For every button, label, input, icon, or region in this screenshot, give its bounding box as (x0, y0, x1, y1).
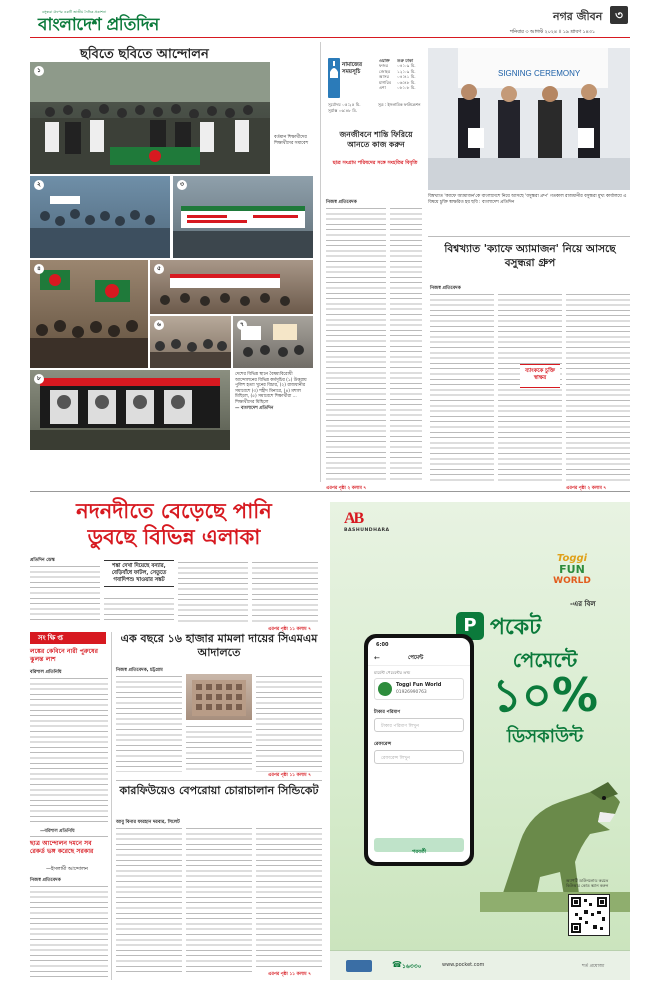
flags-illustration (30, 260, 148, 368)
banner-text: SIGNING CEREMONY (498, 69, 581, 78)
reference-label: রেফারেন্স (374, 742, 392, 747)
story-smuggling-body-col2 (186, 826, 252, 976)
photo-number: ৭ (237, 320, 247, 330)
story-cafe-body-col3 (566, 292, 630, 482)
story-smuggling-body-col3 (256, 826, 322, 970)
terms-note: শর্ত প্রযোজ্য (582, 964, 605, 969)
dinosaur-svg (480, 752, 630, 912)
phone-title: পেমেন্ট (408, 655, 424, 661)
story-peace-body-col2 (390, 206, 422, 482)
merchant-name: Toggi Fun World (396, 682, 442, 688)
photo-number: ২ (34, 180, 44, 190)
cafe-rule (428, 236, 630, 237)
merchant-number: 01926990763 (396, 690, 427, 695)
masthead-rule (30, 37, 630, 38)
photo-story-title: ছবিতে ছবিতে আন্দোলন (80, 47, 209, 62)
photo-flags-crowd (30, 260, 148, 368)
story-flood-continue[interactable]: এরপর পৃষ্ঠা ১১ কলাম ৭ (268, 627, 311, 632)
brief-item2-title: ছাত্র আন্দোলন দমনে সব রেকর্ড ভঙ্গ করেছে সরকার (30, 840, 94, 855)
phone-nav-bar (368, 652, 470, 666)
signing-illustration (428, 48, 630, 190)
phone-mockup (364, 634, 474, 866)
bashundhara-mark: AB (344, 510, 363, 527)
photo-road-march (150, 260, 313, 314)
caption-text: দেশের বিভিন্ন স্থানে বৈষম্যবিরোধী আন্দোলনের বিভিন্ন কর্মসূচির (১) উত্তরায় পুলিশ হত্যা খুনের বিচার, (২) রাজধানীর সমাবেশে (৩) শহীদ মিনারে, (৪) মশাল মিছিলে, (৫) সমাবেশে শিক্ষার্থীরা ... শিক্ষার্থীদের মিছিলে (235, 372, 307, 405)
photo-banner-march (173, 176, 313, 258)
namaz-header-time: শুরু ঢাকা (397, 58, 414, 63)
story-peace-headline: জনজীবনে শান্তি ফিরিয়ে আনতে কাজ করুন (339, 130, 413, 149)
photo-placards (233, 316, 313, 368)
story-peace-body-col1 (326, 206, 386, 482)
namaz-row-name: ফজর (379, 63, 389, 69)
crowd-illustration (30, 62, 270, 174)
namaz-row-time: ০৮:০৮ মি. (397, 85, 416, 91)
namaz-row-name: মাগরিব (379, 79, 392, 85)
cafe-pull-quote (520, 364, 560, 388)
hotline-number[interactable]: ১৬৩৩০ (402, 963, 422, 970)
world-text: WORLD (553, 576, 591, 586)
ad-discount-percent: ১০% (492, 668, 598, 722)
merchant-avatar (378, 682, 392, 696)
story-divider (116, 780, 322, 781)
brief-item2-body (30, 884, 108, 980)
phone-screen (368, 638, 470, 862)
photo-caption-top: বর্তমান শিক্ষার্থীদের শিক্ষার্থীদের সমাবেশ (274, 135, 309, 146)
brief-item1-title: লঙ্কের কেবিনে নারী পুরুষের ঝুলন্ত লাশ (30, 648, 98, 663)
page-number-badge (610, 6, 628, 24)
mosque-icon (328, 58, 340, 98)
story-cafe-body-col1 (430, 292, 494, 482)
brief-item1-byline: বরিশাল প্রতিনিধি (30, 670, 62, 675)
dinosaur-illustration (480, 752, 630, 912)
namaz-header-waqt: ওয়াক্ত (379, 58, 390, 63)
sunset-time: সূর্যাস্ত ০৬:৪৮ মি. (328, 108, 358, 113)
next-button[interactable] (374, 838, 464, 855)
masthead (0, 0, 650, 38)
brief-item2-sub: —ইসলামী আন্দোলন (46, 866, 88, 872)
column-divider (111, 632, 112, 980)
photo-caption-list (235, 372, 315, 411)
photo-number: ১ (34, 66, 44, 76)
story-cafe-continue[interactable]: এরপর পৃষ্ঠা ২ কলাম ৭ (566, 486, 607, 491)
fun-text: FUN (559, 563, 585, 576)
amount-placeholder: টাকার পরিমাণ লিখুন (381, 724, 419, 729)
story-peace-continue[interactable]: এরপর পৃষ্ঠা ২ কলাম ৭ (326, 486, 367, 491)
issue-date: শনিবার ৩ আগস্ট ২০২৪ ॥ ১৯ শ্রাবণ ১৪৩১ (510, 30, 595, 35)
photo-credit: — বাংলাদেশ প্রতিদিন (235, 405, 274, 411)
newspaper-logo[interactable]: বাংলাদেশ প্রতিদিন (38, 15, 159, 35)
namaz-row-time: ০৪:৪১ মি. (397, 74, 416, 80)
story-cafe-headline: বিশ্বখ্যাত 'ক্যাফে অ্যামাজন' নিয়ে আসছে বসুন্ধরা গ্রুপ (444, 243, 616, 269)
rally-illustration (30, 176, 170, 258)
masthead-tagline: বসুন্ধরা গ্রুপের একটি জাতীয় দৈনিক প্রকাশনা (42, 10, 107, 14)
story-smuggling-body-col1 (116, 826, 182, 976)
toggi-fun-world-logo (536, 554, 608, 594)
amount-label: টাকার পরিমাণ (374, 710, 401, 715)
brief-item1-body (30, 676, 108, 826)
qr-caption: অ্যাপটি ডাউনলোড করতে কিউআর কোড স্ক্যান করুন (566, 878, 609, 888)
cafe-photo-caption: বিশ্বখ্যাত 'ক্যাফে অ্যামাজন'কে বাংলাদেশে নিয়ে আসছে 'বসুন্ধরা গ্রুপ' গতকাল রাজধানীর বসুন্ধরা মুখ্য কার্যালয়ে এ বিষয়ে চুক্তি স্বাক্ষরিত হয় ছবি : বাংলাদেশ প্রতিদিন (428, 194, 627, 205)
story-cmm-headline: এক বছরে ১৬ হাজার মামলা দায়ের সিএমএম আদালতে (120, 632, 318, 659)
story-cmm-body-col3 (256, 674, 322, 772)
namaz-row-name: আসর (379, 74, 389, 80)
story-flood-body-col2 (104, 596, 174, 624)
story-cmm-body-col2 (186, 724, 252, 772)
qr-code[interactable] (568, 894, 610, 936)
ad-discount-label: ডিসকাউন্ট (506, 726, 584, 747)
merchant-label: মার্চেন্ট পেমেন্টের তথ্য (374, 670, 411, 675)
pci-dss-badge (346, 960, 372, 972)
reference-field[interactable] (374, 750, 464, 764)
photo-number: ৩ (177, 180, 187, 190)
brief-header (30, 632, 106, 644)
next-button-label: পরবর্তী (411, 849, 427, 855)
qr-code-icon (569, 895, 609, 935)
back-arrow-icon[interactable]: ← (374, 654, 380, 662)
story-smuggling-byline: আবু বিনার ফারহান দরবার, সিলেট (116, 820, 180, 825)
namaz-source: সূত্র : ইসলামিক ফাউন্ডেশন (378, 102, 421, 107)
story-smuggling-continue[interactable]: এরপর পৃষ্ঠা ১১ কলাম ৭ (268, 972, 311, 977)
pocket-advertisement[interactable] (330, 502, 630, 980)
namaz-row-name: জোহর (379, 68, 391, 74)
story-flood-body-col4 (252, 560, 318, 624)
pocket-brand (456, 610, 616, 642)
namaz-title: নামাজের সময়সূচি (342, 62, 363, 75)
portraits-illustration (30, 370, 230, 450)
story-cafe-byline: নিজস্ব প্রতিবেদক (430, 286, 461, 291)
namaz-row-time: ০৪:০৯ মি. (397, 63, 416, 69)
story-cmm-byline: নিজস্ব প্রতিবেদক, চট্টগ্রাম (116, 668, 163, 673)
photo-signing-ceremony (428, 48, 630, 190)
page-number: ৩ (615, 8, 623, 22)
photo-number: ৬ (154, 320, 164, 330)
pocket-name: পকেট (490, 615, 542, 640)
merchant-card[interactable] (374, 678, 464, 700)
ad-footer (330, 950, 630, 980)
story-smuggling-headline: কারফিউয়েও বেপরোয়া চোরাচালান সিন্ডিকেট (119, 784, 319, 797)
brief-divider (30, 836, 108, 837)
story-peace-byline: নিজস্ব প্রতিবেদক (326, 200, 357, 205)
pull-quote-text: ব্যাংককে চুক্তি স্বাক্ষর (525, 368, 555, 381)
story-flood-body-col1 (30, 564, 100, 624)
story-flood-quote: শঙ্কা দেখা দিয়েছে বন্যার, বেড়িবাঁধে ফাটল, সেতুতে গবাদিপশু খাওয়ার সঙ্কট (104, 560, 174, 587)
section-rule (30, 491, 630, 492)
ad-payment-line: পেমেন্টে (512, 648, 578, 672)
toggi-text: Toggi (556, 553, 588, 564)
story-peace-subhead: ছাত্র সংগ্রাম পরিষদের সঙ্গে সংহতির বিবৃতি (332, 160, 418, 166)
story-flood-headline-1: নদনদীতে বেড়েছে পানি (76, 499, 272, 523)
namaz-row-name: এশা (379, 85, 386, 91)
photo-court-building (186, 674, 252, 720)
amount-field[interactable] (374, 718, 464, 732)
brief-title: সংক্ষিপ্ত (38, 634, 66, 642)
photo-funeral-procession (30, 62, 270, 174)
bashundhara-logo (344, 510, 414, 540)
pocket-logo-icon: P (456, 612, 484, 640)
story-cmm-body-col1 (116, 674, 182, 772)
photo-number: ৮ (34, 374, 44, 384)
phone-status-time: 6:00 (376, 642, 389, 648)
photo-martyr-portraits (30, 370, 230, 450)
sunrise-time: সূর্যোদয় ০৫:২৫ মি. (328, 102, 361, 107)
story-flood-body-col3 (178, 560, 248, 624)
column-divider (320, 42, 321, 482)
march-illustration (150, 260, 313, 314)
story-flood-headline-2: ডুবছে বিভিন্ন এলাকা (87, 525, 261, 549)
namaz-row-time: ১২:০৯ মি. (397, 68, 416, 74)
photo-number: ৪ (34, 264, 44, 274)
photo-number: ৫ (154, 264, 164, 274)
section-name: নগর জীবন (553, 10, 603, 23)
photo-rally-blue (30, 176, 170, 258)
story-cmm-continue[interactable]: এরপর পৃষ্ঠা ১১ কলাম ৭ (268, 773, 311, 778)
brief-item1-credit: —বরিশাল প্রতিনিধি (40, 829, 75, 834)
namaz-schedule (328, 58, 424, 118)
brief-item2-byline: নিজস্ব প্রতিবেদক (30, 878, 61, 883)
photo-story (30, 40, 318, 487)
website-link[interactable]: www.pocket.com (442, 962, 485, 968)
namaz-row-time: ০৬:৪৮ মি. (397, 79, 416, 85)
namaz-table (376, 58, 419, 90)
building-illustration (186, 674, 252, 720)
ad-sub-label: -এর বিল (570, 600, 596, 608)
story-flood-byline: প্রতিদিন ডেস্ক (30, 558, 55, 563)
hotline-icon: ☎ (392, 960, 402, 969)
bashundhara-text: BASHUNDHARA (344, 528, 390, 533)
banner-illustration (173, 176, 313, 258)
photo-street-protest (150, 316, 231, 368)
reference-placeholder: রেফারেন্স লিখুন (381, 756, 411, 761)
